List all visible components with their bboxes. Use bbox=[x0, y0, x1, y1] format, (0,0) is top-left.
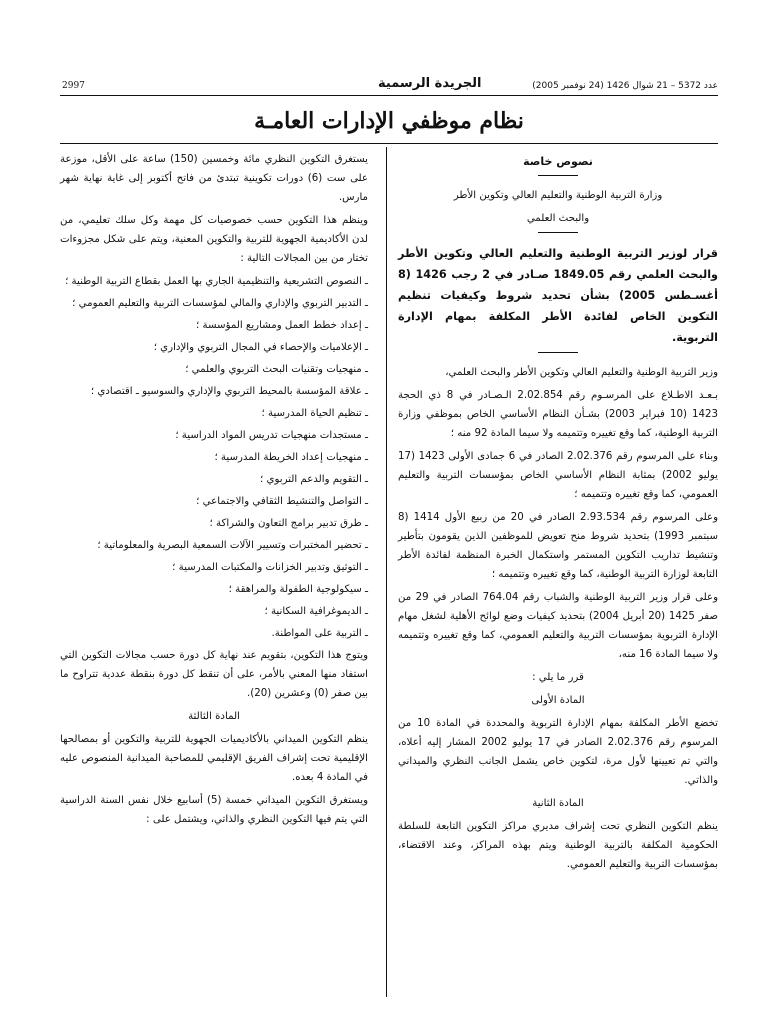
decree-title: قرار لوزير التربية الوطنية والتعليم العالي وتكوين الأطر والبحث العلمي رقم 1849.05 صـادر في 2 رجب 1426 (8 أغسـطس 2005) بشأن تحديد شروط وكيفيات تنظيم التكوين الخاص لفائدة الأطر المكلفة بمهام الإدارة التربوية. bbox=[398, 247, 718, 344]
column-divider bbox=[386, 147, 387, 997]
list-item: ـ التقويم والدعم التربوي ؛ bbox=[260, 474, 368, 485]
article-1-text: تخضع الأطر المكلفة بمهام الإدارة التربوية والمحددة في المادة 10 من المرسوم رقم 2.02.376 الصادر في 17 يوليو 2002 المشار إليه أعلاه، والتي تم تعيينها لأول مرة، لتكوين خاص يشمل الجانب النظري والميداني والذاتي. bbox=[398, 718, 719, 786]
ministry-line-1: وزارة التربية الوطنية والتعليم العالي وتكوين الأطر bbox=[453, 190, 663, 201]
topics-list bbox=[60, 272, 368, 643]
list-item: ـ علاقة المؤسسة بالمحيط التربوي والإداري والسوسيو ـ اقتصادي ؛ bbox=[90, 386, 368, 397]
page-header bbox=[60, 76, 718, 96]
list-item: ـ سيكولوجية الطفولة والمراهقة ؛ bbox=[228, 584, 368, 595]
paragraph: وعلى قرار وزير التربية الوطنية والشباب رقم 764.04 الصادر في 29 من صفر 1425 (20 أبريل 2004) بتحديد كيفيات وضع لوائح الأهلية لشغل مهام الإدارة التربوية بمؤسسات التربية والتعليم العمومي، كما وقع تغييره وتتميمه ولا سيما المادة 16 منه، bbox=[398, 592, 719, 660]
category-heading: نصوص خاصة bbox=[523, 155, 593, 168]
list-item: ـ تحضير المختبرات وتسيير الآلات السمعية البصرية والمعلوماتية ؛ bbox=[97, 540, 368, 551]
article-3-text: ينظم التكوين الميداني بالأكاديميات الجهوية للتربية والتكوين أو بمصالحها الإقليمية تحت إشراف الفريق الإقليمي للمصاحبة الميدانية المنصوص عليه في المادة 4 بعده. bbox=[60, 734, 368, 783]
list-item: ـ التوثيق وتدبير الخزانات والمكتبات المدرسية ؛ bbox=[172, 562, 368, 573]
list-item: ـ تنظيم الحياة المدرسية ؛ bbox=[261, 408, 368, 419]
short-rule bbox=[538, 175, 578, 176]
article-2-heading: المادة الثانية bbox=[532, 798, 584, 809]
right-column bbox=[398, 150, 718, 878]
article-2-text: ينظم التكوين النظري تحت إشراف مديري مراكز التكوين التابعة للسلطة الحكومية المكلفة بالتربية الوطنية ويتم بهذه المراكز، وعند الاقتضاء، بمؤسسات التربية والتعليم العمومي. bbox=[398, 821, 718, 870]
paragraph: وزير التربية الوطنية والتعليم العالي وتكوين الأطر والبحث العلمي، bbox=[445, 367, 718, 378]
paragraph: وبناء على المرسوم رقم 2.02.376 الصادر في 6 جمادى الأولى 1423 (17 يوليو 2002) بمثابة النظام الأساسي الخاص بمؤسسات التربية والتعليم العمومي، كما وقع تغييره وتتميمه ؛ bbox=[398, 451, 718, 500]
paragraph: وينظم هذا التكوين حسب خصوصيات كل مهمة وكل سلك تعليمي، من لدن الأكاديمية الجهوية للتربية والتكوين المعنية، ويتم على شكل مجزوءات تختار من بين المجالات التالية : bbox=[60, 215, 368, 264]
article-3-heading: المادة الثالثة bbox=[188, 711, 240, 722]
ministry-line-2: والبحث العلمي bbox=[526, 213, 590, 224]
short-rule bbox=[538, 352, 578, 353]
issue-info: عدد 5372 – 21 شوال 1426 (24 نوفمبر 2005) bbox=[532, 81, 718, 91]
paragraph: ويستغرق التكوين الميداني خمسة (5) أسابيع خلال نفس السنة الدراسية التي يتم فيها التكوين النظري والذاتي، ويشتمل على : bbox=[60, 795, 368, 825]
paragraph: يستغرق التكوين النظري مائة وخمسين (150) ساعة على الأقل، موزعة على ست (6) دورات تكوينية تبتدئ من فاتح أكتوبر إلى غاية نهاية شهر مارس. bbox=[60, 154, 369, 203]
list-item: ـ التدبير التربوي والإداري والمالي لمؤسسات التربية والتعليم العمومي ؛ bbox=[72, 298, 368, 309]
article-1-heading: المادة الأولى bbox=[531, 695, 585, 706]
paragraph: بـعـد الاطـلاع على المرسـوم رقم 2.02.854 الـصـادر في 8 ذي الحجة 1423 (10 فبراير 2003) بشـأن النظام الأساسي الخاص بموظفي وزارة التربية الوطنية، كما وقع تغييره وتتميمه ولا سيما المادة 92 منه ؛ bbox=[398, 390, 719, 439]
list-item: ـ منهجيات إعداد الخريطة المدرسية ؛ bbox=[214, 452, 368, 463]
list-item: ـ طرق تدبير برامج التعاون والشراكة ؛ bbox=[209, 518, 368, 529]
title-rule bbox=[60, 143, 718, 144]
decides-line: قرر ما يلي : bbox=[532, 672, 584, 683]
list-item: ـ التواصل والتنشيط الثقافي والاجتماعي ؛ bbox=[196, 496, 368, 507]
list-item: ـ التربية على المواطنة. bbox=[271, 628, 368, 639]
paragraph: ويتوج هذا التكوين، بتقويم عند نهاية كل دورة حسب مجالات التكوين التي استفاد منها المعني بالأمر، على أن تنقط كل دورة بنقطة عددية تتراوح ما بين صفر (0) وعشرين (20). bbox=[60, 650, 368, 699]
journal-name: الجريدة الرسمية bbox=[378, 76, 482, 91]
list-item: ـ النصوص التشريعية والتنظيمية الجاري بها العمل بقطاع التربية الوطنية ؛ bbox=[65, 276, 368, 287]
list-item: ـ إعداد خطط العمل ومشاريع المؤسسة ؛ bbox=[196, 320, 368, 331]
left-column bbox=[60, 150, 368, 833]
list-item: ـ منهجيات وتقنيات البحث التربوي والعلمي ؛ bbox=[185, 364, 368, 375]
list-item: ـ مستجدات منهجيات تدريس المواد الدراسية ؛ bbox=[175, 430, 368, 441]
section-title: نظام موظفي الإدارات العامـة bbox=[254, 108, 524, 134]
list-item: ـ الإعلاميات والإحصاء في المجال التربوي والإداري ؛ bbox=[153, 342, 368, 353]
list-item: ـ الديموغرافية السكانية ؛ bbox=[264, 606, 368, 617]
paragraph: وعلى المرسوم رقم 2.93.534 الصادر في 20 من ربيع الأول 1414 (8 سبتمبر 1993) بتحديد شروط منح تعويض للموظفين الذين يقومون بتأطير وتنشيط تداريب التكوين المستمر واستكمال الخبرة المنظمة لفائدة الأطر التابعة لوزارة التربية الوطنية، كما وقع تغييره وتتميمه ؛ bbox=[398, 512, 718, 580]
page-number: 2997 bbox=[62, 81, 85, 91]
short-rule bbox=[538, 232, 578, 233]
